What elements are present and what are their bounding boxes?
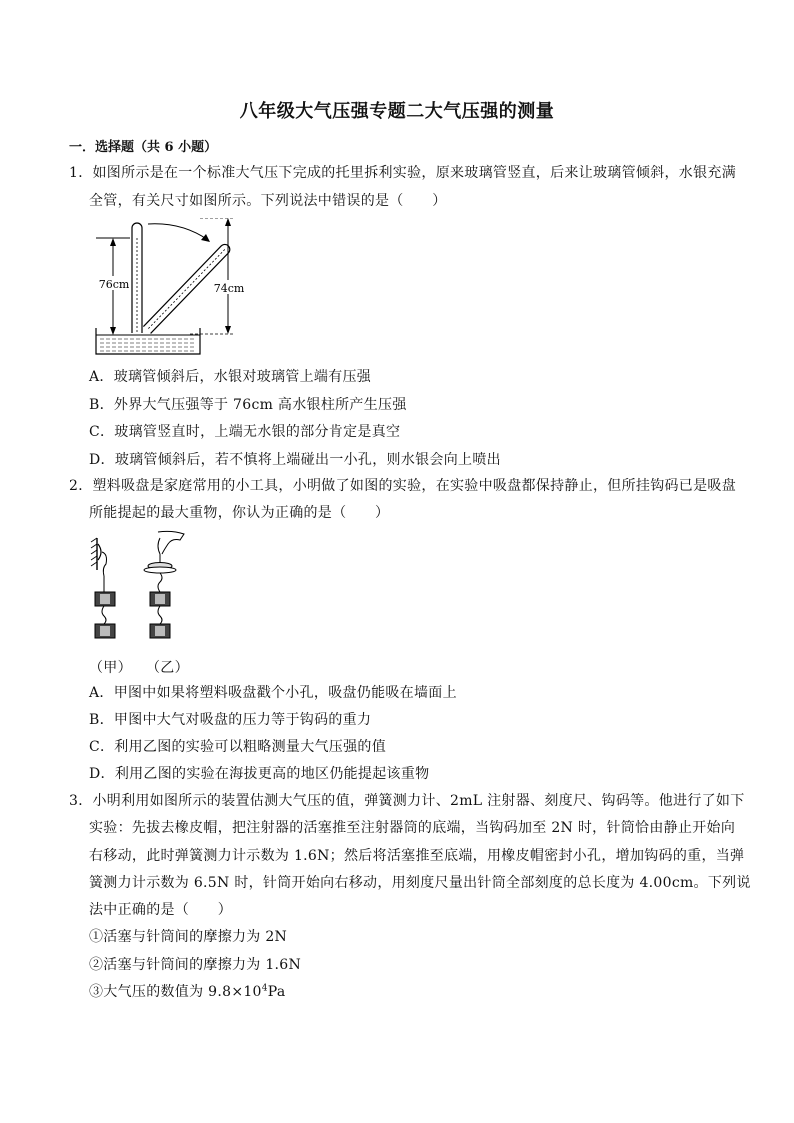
q1-stem-line2: 全管，有关尺寸如图所示。下列说法中错误的是（ ） xyxy=(89,193,447,209)
q3-item-3-text: ③大气压的数值为 9.8×10 xyxy=(89,984,262,1000)
suction-cup-figure xyxy=(88,530,198,646)
q1-option-c: C．玻璃管竖直时，上端无水银的部分肯定是真空 xyxy=(89,424,401,440)
q3-stem-line4: 簧测力计示数为 6.5N 时，针筒开始向右移动，用刻度尺量出针筒全部刻度的总长度为 4.00cm。下列说 xyxy=(89,875,751,891)
q2-option-b: B．甲图中大气对吸盘的压力等于钩码的重力 xyxy=(89,712,372,728)
q3-item-3-unit: Pa xyxy=(267,984,286,1000)
label-76cm: 76cm xyxy=(98,278,130,291)
fig-label-jia: （甲） xyxy=(89,660,132,676)
fig-label-yi: （乙） xyxy=(146,660,189,676)
q3-item-3 xyxy=(89,981,286,1001)
q2-option-d: D．利用乙图的实验在海拔更高的地区仍能提起该重物 xyxy=(89,766,430,782)
section-heading: 一．选择题（共 6 小题） xyxy=(69,140,218,155)
q3-item-3-exponent: 4 xyxy=(261,983,268,994)
mercury-basin xyxy=(96,328,200,354)
label-74cm: 74cm xyxy=(213,282,245,295)
q1-option-b: B．外界大气压强等于 76cm 高水银柱所产生压强 xyxy=(89,397,407,413)
q3-stem-line2: 实验：先拔去橡皮帽，把注射器的活塞推至注射器筒的底端，当钩码加至 2N 时，针筒恰由静止开始向 xyxy=(89,820,736,836)
q2-option-c: C．利用乙图的实验可以粗略测量大气压强的值 xyxy=(89,739,387,755)
page-title: 八年级大气压强专题二大气压强的测量 xyxy=(239,101,555,122)
q3-stem-line3: 右移动，此时弹簧测力计示数为 1.6N；然后将活塞推至底端，用橡皮帽密封小孔，增加钩码的重，当弹 xyxy=(89,848,745,864)
torricelli-figure xyxy=(90,218,250,358)
q3-item-1: ①活塞与针筒间的摩擦力为 2N xyxy=(89,929,288,945)
q1-option-d: D．玻璃管倾斜后，若不慎将上端碰出一小孔，则水银会向上喷出 xyxy=(89,452,501,468)
q1-stem-line1: 1．如图所示是在一个标准大气压下完成的托里拆利实验，原来玻璃管竖直，后来让玻璃管倾斜，水银充满 xyxy=(69,165,737,181)
q2-option-a: A．甲图中如果将塑料吸盘戳个小孔，吸盘仍能吸在墙面上 xyxy=(89,685,457,701)
q3-item-2: ②活塞与针筒间的摩擦力为 1.6N xyxy=(89,957,302,973)
q3-stem-line1: 3．小明利用如图所示的装置估测大气压的值，弹簧测力计、2mL 注射器、刻度尺、钩码等。他进行了如下 xyxy=(69,793,745,809)
q1-option-a: A．玻璃管倾斜后，水银对玻璃管上端有压强 xyxy=(89,369,372,385)
q3-stem-line5: 法中正确的是（ ） xyxy=(89,902,232,918)
q2-stem-line2: 所能提起的最大重物，你认为正确的是（ ） xyxy=(89,505,390,521)
q2-stem-line1: 2．塑料吸盘是家庭常用的小工具，小明做了如图的实验，在实验中吸盘都保持静止，但所挂钩码已是吸盘 xyxy=(69,478,737,494)
